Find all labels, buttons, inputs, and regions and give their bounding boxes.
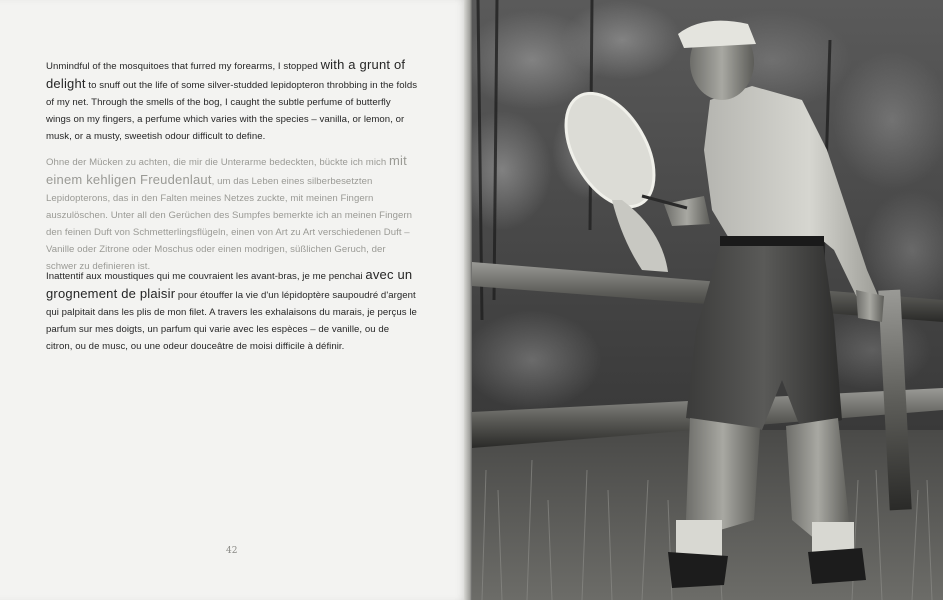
paragraph-german (46, 152, 418, 275)
french-text-start: Inattentif aux moustiques qui me couvraient les avant-bras, je me penchai (46, 271, 366, 282)
german-text-end: , um das Leben eines silberbesetzten Lepidopterons, das in den Falten meines Netzes zuckte, mit meinen Fingern auszulöschen. Unter all den Gerüchen des Sumpfes bemerkte ich an meinen Fingern den feinen Duft von Schmetterlingsflügeln, einen von Art zu Art verschiedenen Duft – Vanille oder Zitrone oder Moschus oder einen modrigen, süßlichen Geruch, der schwer zu definieren ist. (46, 176, 413, 272)
right-page-photo (472, 0, 943, 600)
english-text-end: to snuff out the life of some silver-studded lepidopteron throbbing in the folds of my net. Through the smells of the bog, I caught the subtle perfume of butterfly wings on my fingers, a perfume which varies with the species – vanilla, or lemon, or musk, or a musty, sweetish odour difficult to define. (46, 80, 418, 142)
french-emphasis: avec un grognement de plaisir (46, 267, 413, 301)
page-number: 42 (226, 546, 238, 556)
paragraph-french (46, 266, 418, 355)
french-text-end: pour étouffer la vie d'un lépidoptère saupoudré d'argent qui palpitait dans les plis de mon filet. A travers les exhalaisons du marais, je perçus le parfum sur mes doigts, un parfum qui varie avec les espèces – de vanille, ou de citron, ou de musc, ou une odeur douceâtre de moisi difficile à définir. (46, 290, 417, 352)
photograph-man-with-butterfly-net (472, 0, 943, 600)
german-text-start: Ohne der Mücken zu achten, die mir die Unterarme bedeckten, bückte ich mich (46, 157, 389, 168)
left-page (0, 0, 468, 600)
english-emphasis: with a grunt of delight (46, 57, 406, 91)
german-emphasis: mit einem kehligen Freudenlaut (46, 153, 407, 187)
english-text-start: Unmindful of the mosquitoes that furred my forearms, I stopped (46, 61, 321, 72)
paragraph-english (46, 56, 418, 145)
